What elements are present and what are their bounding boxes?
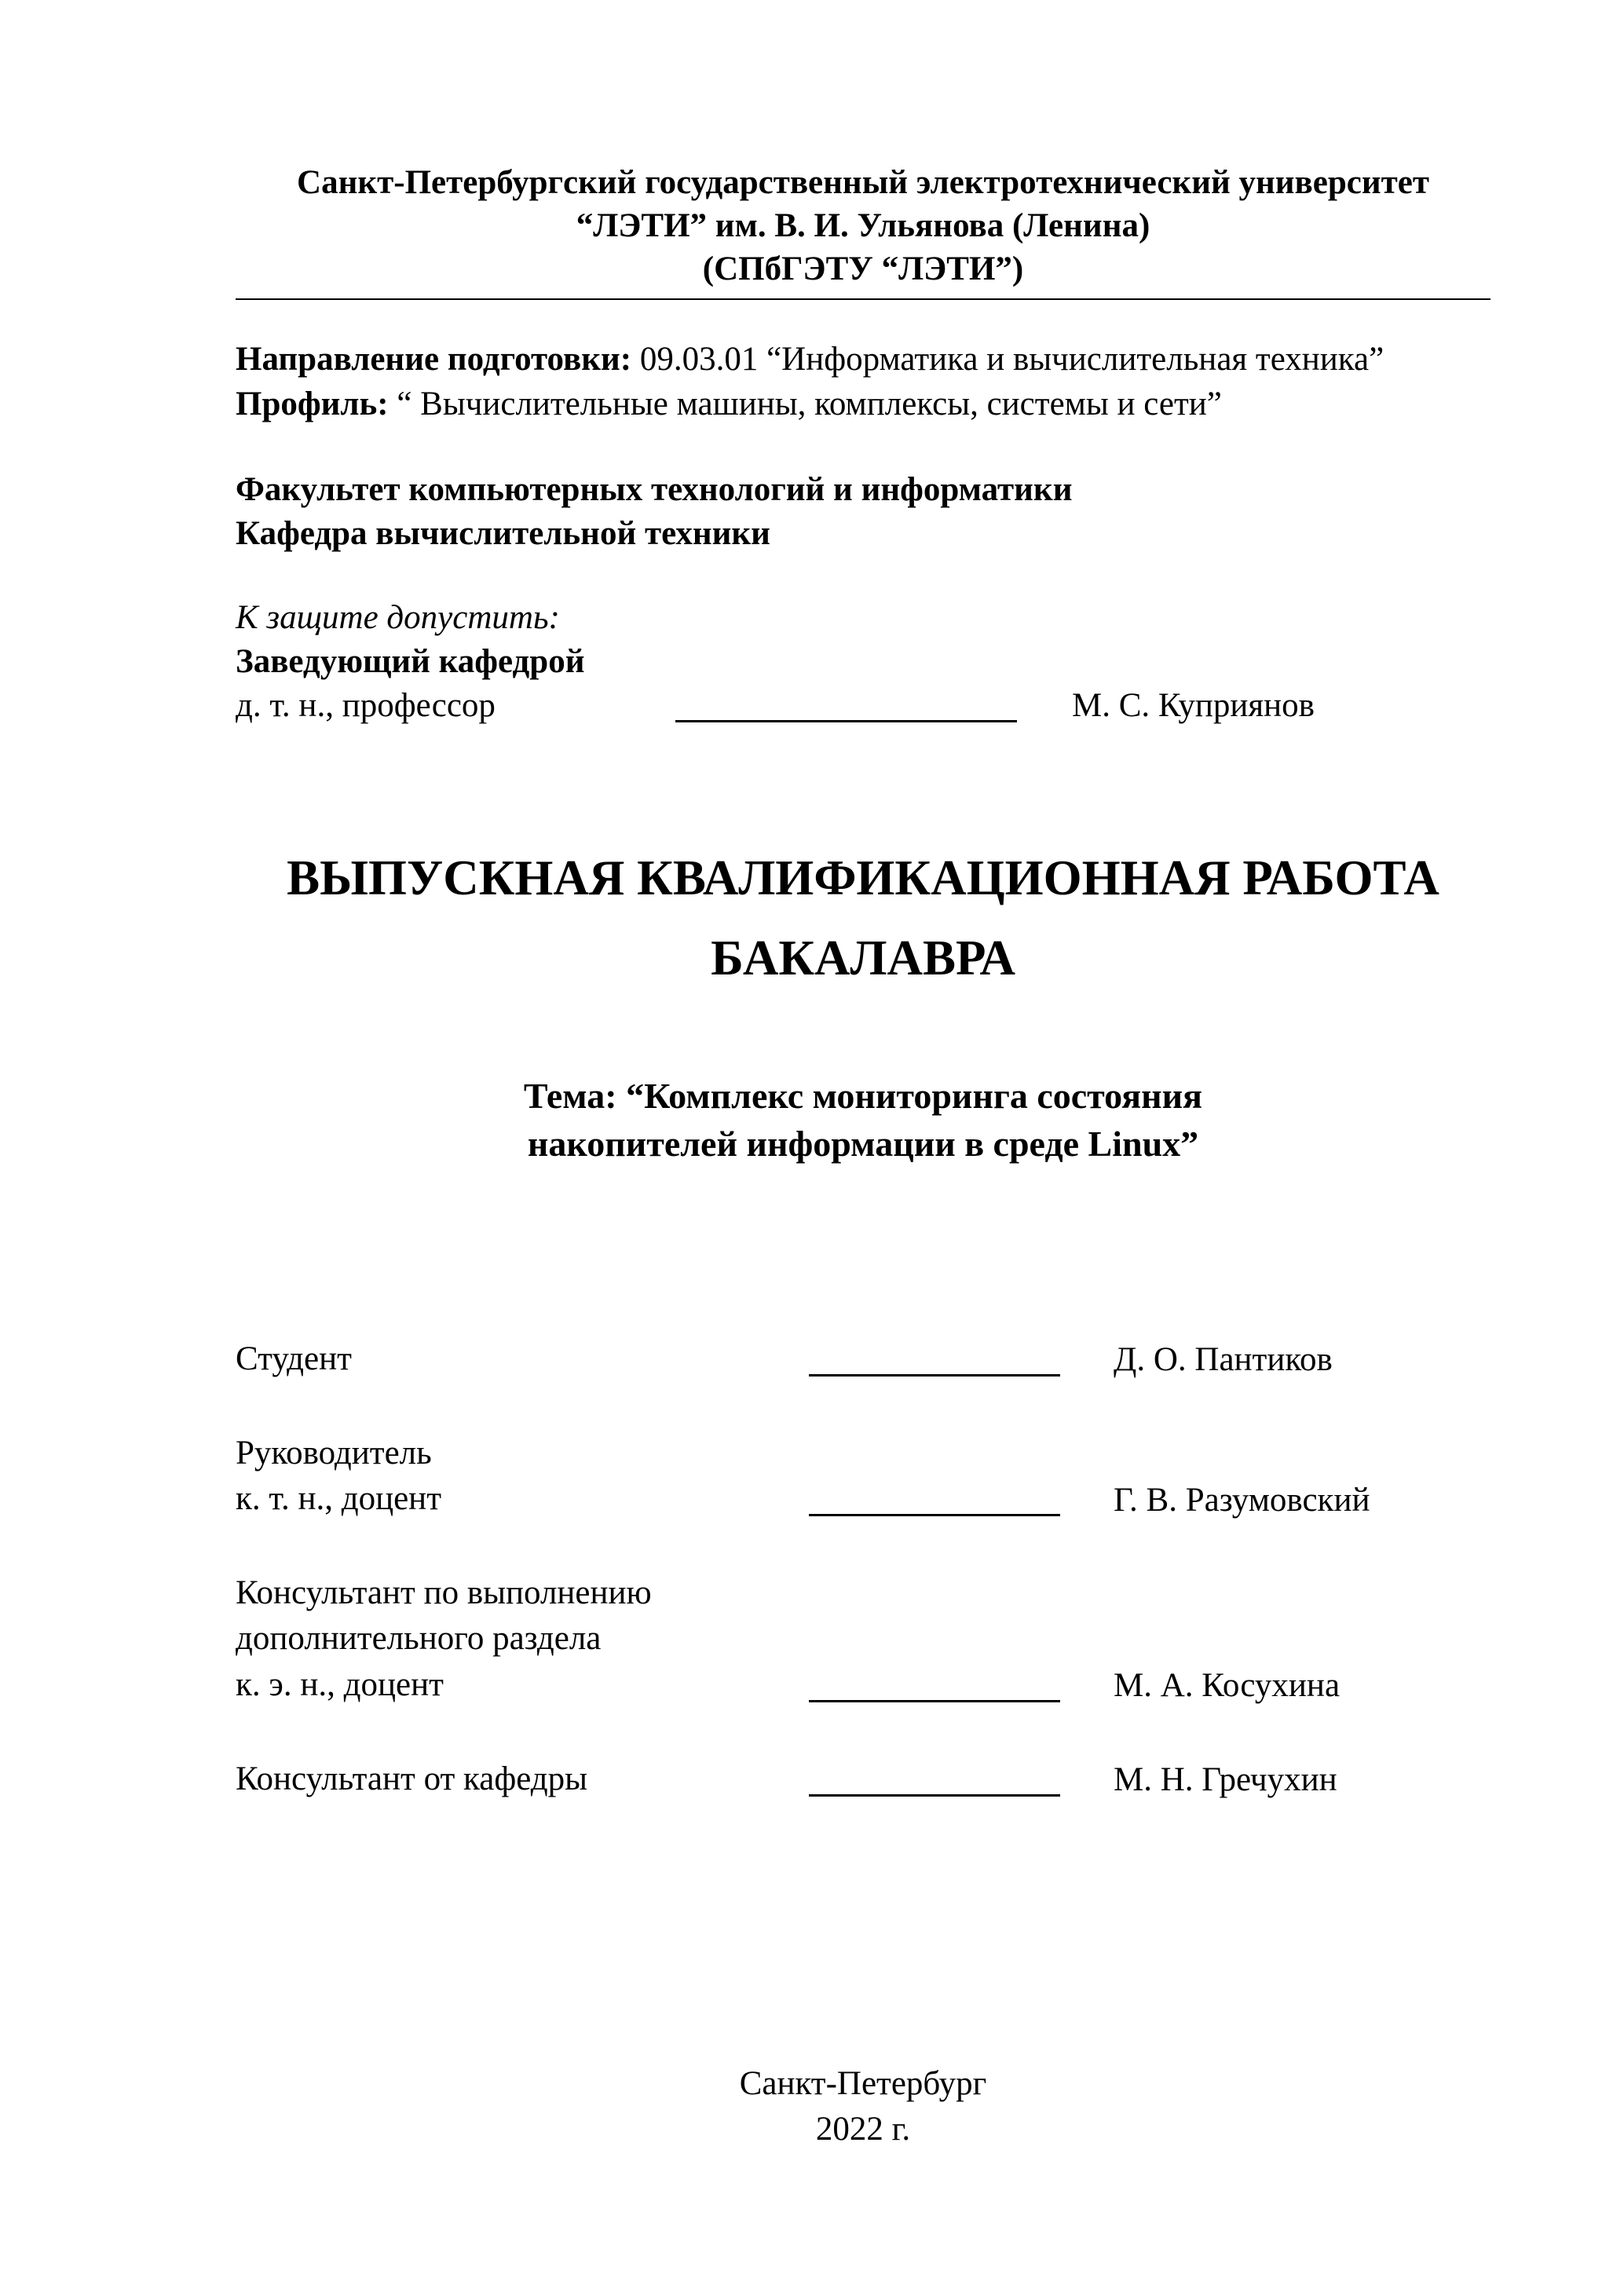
signature-name: Д. О. Пантиков xyxy=(1114,1341,1333,1379)
signature-line xyxy=(809,1700,1060,1702)
university-header xyxy=(236,161,1490,291)
signature-name: Г. В. Разумовский xyxy=(1114,1481,1370,1519)
signature-name: М. Н. Гречухин xyxy=(1114,1760,1337,1798)
signature-label-line: Консультант от кафедры xyxy=(236,1760,588,1797)
approval-head-title: Заведующий кафедрой xyxy=(236,642,585,680)
thesis-topic-line2: накопителей информации в среде Linux” xyxy=(527,1123,1199,1164)
signature-label-line: Консультант по выполнению xyxy=(236,1574,652,1612)
approval-head-degree: д. т. н., профессор xyxy=(236,686,496,724)
signature-line xyxy=(809,1374,1060,1377)
approval-block xyxy=(236,596,1490,728)
footer-year: 2022 г. xyxy=(815,2110,911,2148)
signature-row-consultant-additional xyxy=(236,1570,1490,1707)
signature-label xyxy=(236,1757,809,1802)
signature-line xyxy=(809,1794,1060,1797)
direction-line xyxy=(236,338,1490,382)
signature-label-line: Студент xyxy=(236,1340,352,1378)
thesis-topic-line1: Тема: “Комплекс мониторинга состояния xyxy=(523,1075,1203,1116)
signature-line xyxy=(675,720,1017,722)
faculty-name: Факультет компьютерных технологий и информатики xyxy=(236,470,1073,508)
signature-label-line: Руководитель xyxy=(236,1435,432,1472)
signature-label xyxy=(236,1431,809,1522)
signature-label xyxy=(236,1570,809,1707)
signature-row-supervisor xyxy=(236,1431,1490,1522)
university-name-line1: Санкт-Петербургский государственный электротехнический университет xyxy=(297,164,1429,201)
profile-line xyxy=(236,382,1490,427)
signatures-block xyxy=(236,1336,1490,1801)
signature-label-line: к. т. н., доцент xyxy=(236,1480,441,1518)
program-block xyxy=(236,338,1490,427)
profile-label: Профиль: xyxy=(236,385,389,422)
signature-label xyxy=(236,1336,809,1382)
signature-label-line: дополнительного раздела xyxy=(236,1620,602,1658)
thesis-title-line2: БАКАЛАВРА xyxy=(711,930,1015,985)
approval-head-name: М. С. Куприянов xyxy=(1072,686,1315,724)
approval-signature-row xyxy=(236,684,1490,728)
direction-value: 09.03.01 “Информатика и вычислительная техника” xyxy=(631,341,1384,378)
approval-admit-line: К защите допустить: xyxy=(236,599,560,637)
signature-row-student xyxy=(236,1336,1490,1382)
university-name-line3: (СПбГЭТУ “ЛЭТИ”) xyxy=(702,250,1024,288)
signature-line xyxy=(809,1514,1060,1516)
signature-row-consultant-department xyxy=(236,1757,1490,1802)
footer-block xyxy=(236,2061,1490,2152)
signature-label-line: к. э. н., доцент xyxy=(236,1665,444,1703)
signature-name: М. А. Косухина xyxy=(1114,1666,1341,1704)
thesis-title xyxy=(236,838,1490,998)
thesis-title-line1: ВЫПУСКНАЯ КВАЛИФИКАЦИОННАЯ РАБОТА xyxy=(287,850,1439,905)
department-name: Кафедра вычислительной техники xyxy=(236,515,770,553)
header-divider xyxy=(236,298,1490,300)
direction-label: Направление подготовки: xyxy=(236,341,632,378)
footer-city: Санкт-Петербург xyxy=(739,2064,987,2102)
thesis-topic xyxy=(236,1073,1490,1168)
university-name-line2: “ЛЭТИ” им. В. И. Ульянова (Ленина) xyxy=(576,207,1150,245)
profile-value: “ Вычислительные машины, комплексы, системы и сети” xyxy=(388,385,1222,422)
faculty-block xyxy=(236,468,1490,558)
